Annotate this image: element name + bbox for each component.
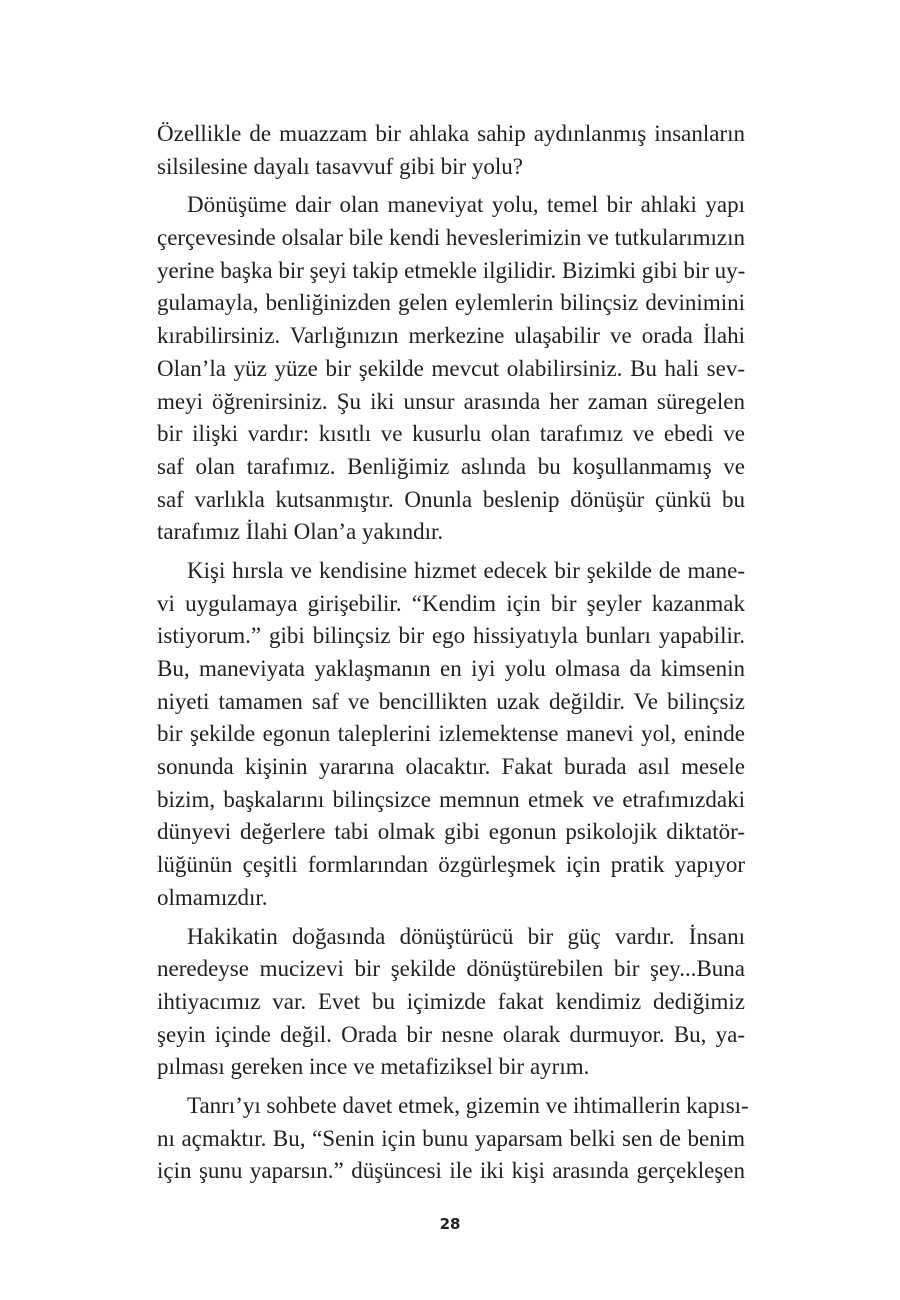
text-line: ihtiyacımız var. Evet bu içimizde fakat kendimiz dediğimiz: [157, 988, 745, 1014]
text-line: Dönüşüme dair olan maneviyat yolu, temel bir ahlaki yapı: [187, 192, 745, 218]
text-line: Kişi hırsla ve kendisine hizmet edecek bir şekilde de mane-: [187, 557, 745, 583]
paragraph-5: [157, 1090, 749, 1188]
text-line: Tanrı’yı sohbete davet etmek, gizemin ve ihtimallerin kapısı-: [187, 1092, 749, 1118]
text-line: pılması gereken ince ve metafiziksel bir ayrım.: [157, 1054, 590, 1080]
text-line: istiyorum.” gibi bilinçsiz bir ego hissiyatıyla bunları yapabilir.: [157, 623, 745, 649]
text-line: niyeti tamamen saf ve bencillikten uzak değildir. Ve bilinçsiz: [157, 688, 745, 714]
text-line: Bu, maneviyata yaklaşmanın en iyi yolu olmasa da kimsenin: [157, 656, 745, 681]
text-line: vi uygulamaya girişebilir. “Kendim için bir şeyler kazanmak: [157, 590, 745, 616]
text-line: olmamızdır.: [157, 884, 268, 910]
body-text: [157, 118, 749, 1188]
text-line: silsilesine dayalı tasavvuf gibi bir yolu?: [157, 153, 524, 179]
text-line: tarafımız İlahi Olan’a yakındır.: [157, 519, 444, 545]
text-line: bir ilişki vardır: kısıtlı ve kusurlu olan tarafımız ve ebedi ve: [157, 421, 745, 447]
text-line: Hakikatin doğasında dönüştürücü bir güç vardır. İnsanı: [187, 923, 745, 949]
text-line: gulamayla, benliğinizden gelen eylemlerin bilinçsiz devinimini: [157, 290, 745, 316]
paragraph-4: [157, 921, 745, 1084]
text-line: saf olan tarafımız. Benliğimiz aslında bu koşullanmamış ve: [157, 453, 745, 479]
paragraph-1: [157, 118, 745, 183]
text-line: yerine başka bir şeyi takip etmekle ilgilidir. Bizimki gibi bir uy-: [157, 257, 746, 283]
paragraph-3: [157, 555, 745, 915]
text-line: dünyevi değerlere tabi olmak gibi egonun psikolojik diktatör-: [157, 819, 745, 845]
text-line: sonunda kişinin yararına olacaktır. Fakat burada asıl mesele: [157, 754, 745, 780]
text-line: neredeyse mucizevi bir şekilde dönüştürebilen bir şey...Buna: [157, 956, 745, 982]
text-line: çerçevesinde olsalar bile kendi heveslerimizin ve tutkularımızın: [157, 225, 745, 251]
text-line: meyi öğrenirsiniz. Şu iki unsur arasında her zaman süregelen: [157, 388, 745, 414]
page-number: 28: [439, 1215, 461, 1233]
text-line: bizim, başkalarını bilinçsizce memnun etmek ve etrafımızdaki: [157, 786, 745, 812]
text-line: için şunu yaparsın.” düşüncesi ile iki kişi arasında gerçekleşen: [157, 1158, 745, 1184]
paragraph-2: [157, 189, 745, 549]
text-line: Özellikle de muazzam bir ahlaka sahip aydınlanmış insanların: [157, 121, 745, 146]
text-line: kırabilirsiniz. Varlığınızın merkezine ulaşabilir ve orada İlahi: [157, 323, 745, 349]
text-line: nı açmaktır. Bu, “Senin için bunu yaparsam belki sen de benim: [157, 1125, 745, 1151]
text-line: saf varlıkla kutsanmıştır. Onunla beslenip dönüşür çünkü bu: [157, 486, 745, 512]
text-line: Olan’la yüz yüze bir şekilde mevcut olabilirsiniz. Bu hali sev-: [157, 355, 745, 381]
text-line: bir şekilde egonun taleplerini izlemektense manevi yol, eninde: [157, 721, 745, 747]
text-line: şeyin içinde değil. Orada bir nesne olarak durmuyor. Bu, ya-: [157, 1021, 745, 1047]
text-line: lüğünün çeşitli formlarından özgürleşmek için pratik yapıyor: [157, 852, 745, 878]
